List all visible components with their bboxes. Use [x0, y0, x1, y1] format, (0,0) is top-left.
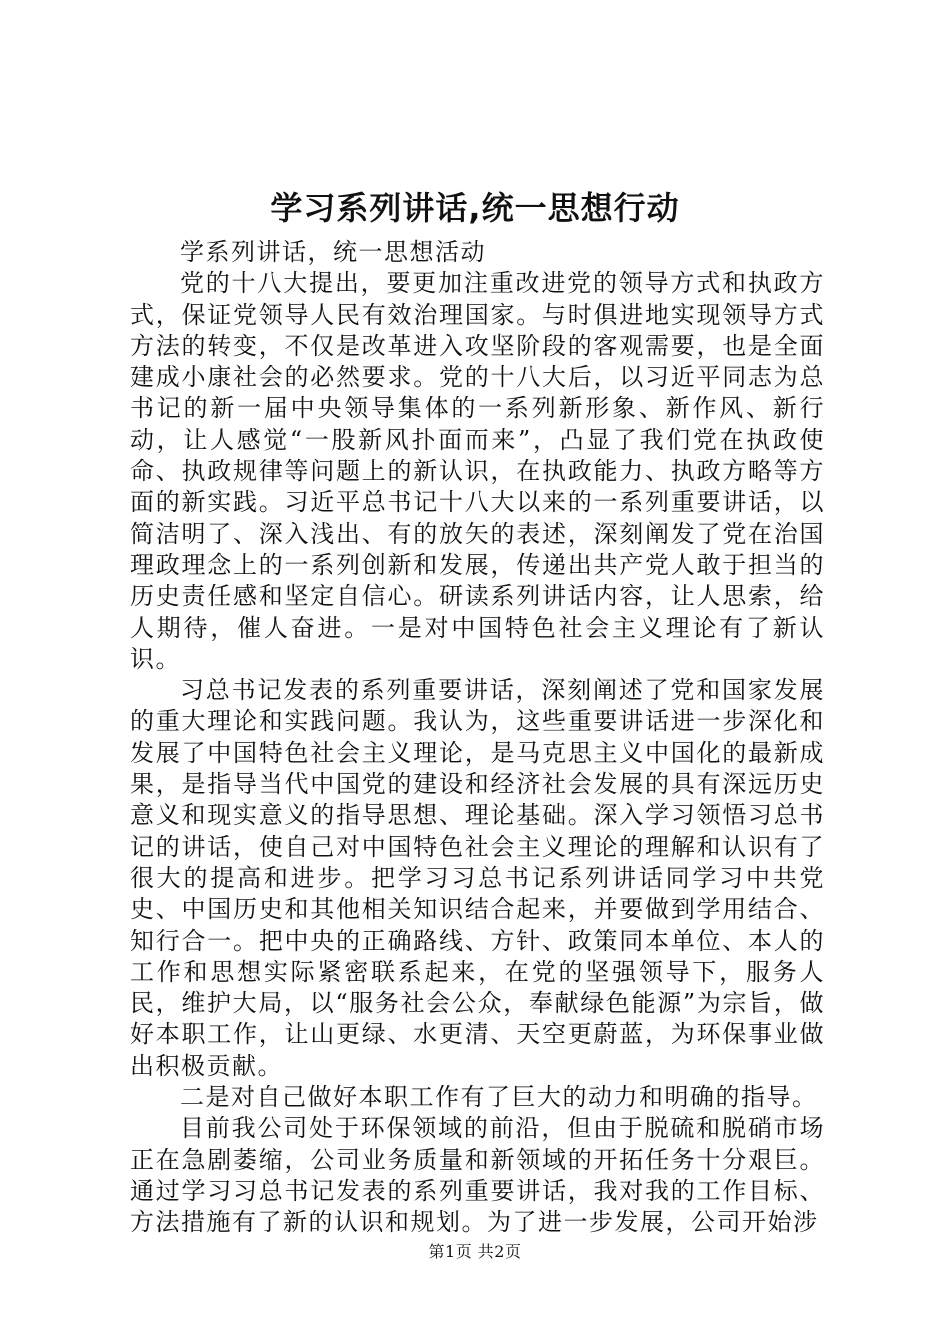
paragraph-2: 习总书记发表的系列重要讲话，深刻阐述了党和国家发展的重大理论和实践问题。我认为，这些重要讲话进一步深化和发展了中国特色社会主义理论，是马克思主义中国化的最新成果，是指导当代中国党的建设和经济社会发展的具有深远历史意义和现实意义的指导思想、理论基础。深入学习领悟习总书记的讲话，使自己对中国特色社会主义理论的理解和认识有了很大的提高和进步。把学习习总书记系列讲话同学习中共党史、中国历史和其他相关知识结合起来，并要做到学用结合、知行合一。把中央的正确路线、方针、政策同本单位、本人的工作和思想实际紧密联系起来，在党的坚强领导下，服务人民，维护大局，以“服务社会公众，奉献绿色能源”为宗旨，做好本职工作，让山更绿、水更清、天空更蔚蓝，为环保事业做出积极贡献。: [130, 676, 825, 1080]
page-number-footer: 第1页 共2页: [428, 1242, 522, 1261]
paragraph-1: 党的十八大提出，要更加注重改进党的领导方式和执政方式，保证党领导人民有效治理国家。与时俱进地实现领导方式方法的转变，不仅是改革进入攻坚阶段的客观需要，也是全面建成小康社会的必然要求。党的十八大后，以习近平同志为总书记的新一届中央领导集体的一系列新形象、新作风、新行动，让人感觉“一股新风扑面而来”，凸显了我们党在执政使命、执政规律等问题上的新认识，在执政能力、执政方略等方面的新实践。习近平总书记十八大以来的一系列重要讲话，以简洁明了、深入浅出、有的放矢的表述，深刻阐发了党在治国理政理念上的一系列创新和发展，传递出共产党人敢于担当的历史责任感和坚定自信心。研读系列讲话内容，让人思索，给人期待，催人奋进。一是对中国特色社会主义理论有了新认识。: [130, 269, 825, 673]
document-title: 学习系列讲话,统一思想行动: [270, 189, 680, 227]
paragraph-3: 二是对自己做好本职工作有了巨大的动力和明确的指导。: [180, 1083, 818, 1112]
paragraph-4: 目前我公司处于环保领域的前沿，但由于脱硫和脱硝市场正在急剧萎缩，公司业务质量和新领域的开拓任务十分艰巨。通过学习习总书记发表的系列重要讲话，我对我的工作目标、方法措施有了新的认识和规划。为了进一步发展，公司开始涉: [130, 1114, 825, 1237]
document-body: [130, 237, 825, 1239]
paragraph-subtitle: 学系列讲话，统一思想活动: [180, 238, 486, 266]
